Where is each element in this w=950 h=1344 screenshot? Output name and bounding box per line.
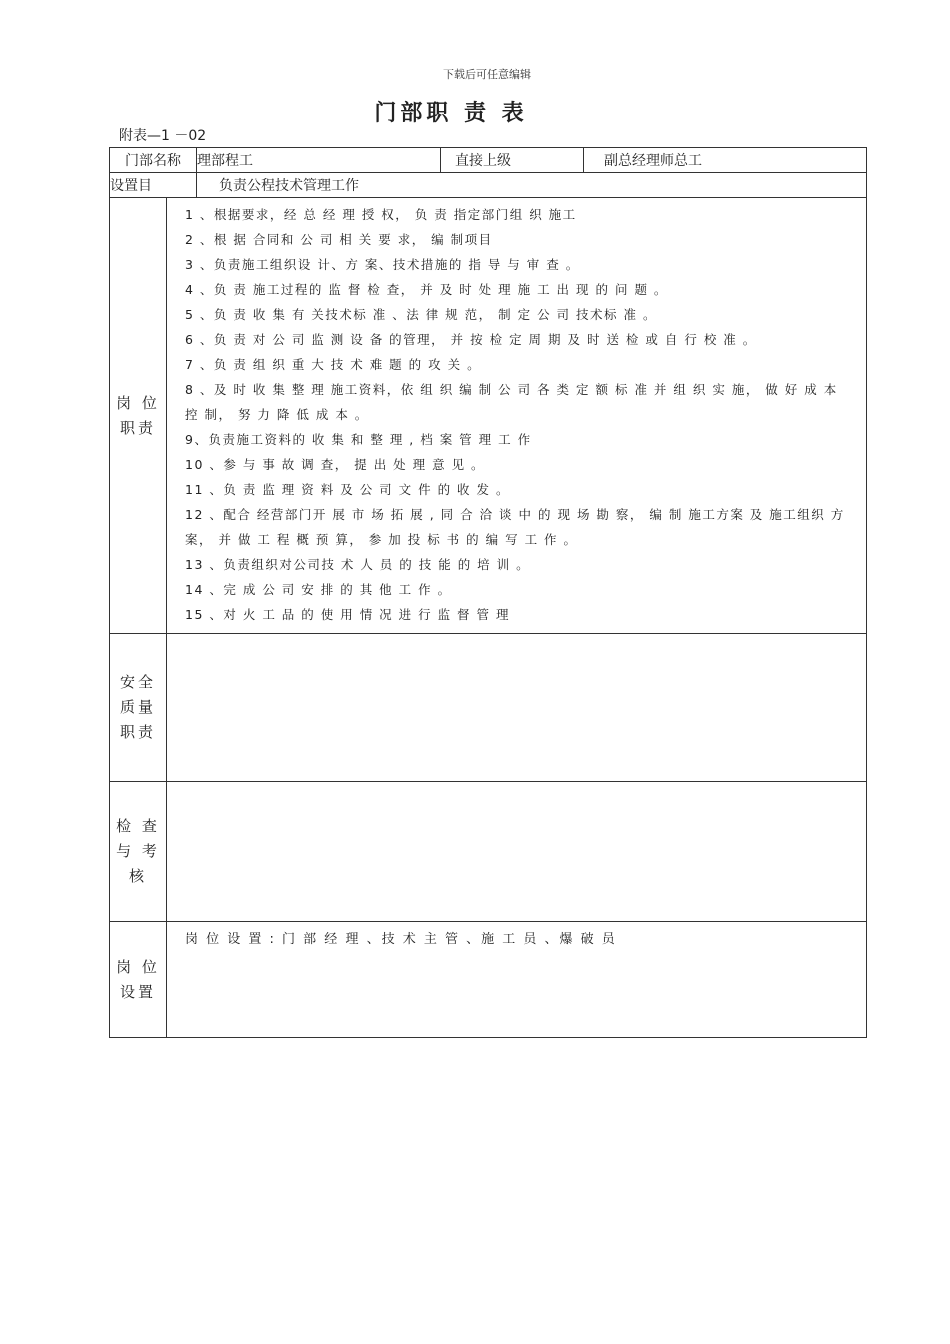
responsibility-table (109, 147, 867, 1038)
duty-item: 5 、负 责 收 集 有 关技术标 准 、法 律 规 范， 制 定 公 司 技术标 准 。 (185, 307, 657, 322)
duty-item: 3 、负责施工组织设 计、方 案、技术措施的 指 导 与 审 查 。 (185, 257, 580, 272)
safety-row (110, 634, 867, 782)
page-title: 门部职 责 表 (374, 101, 528, 126)
safety-content (167, 634, 867, 782)
purpose-label: 设置目 (110, 173, 197, 198)
department-row (110, 148, 867, 173)
inspection-row (110, 782, 867, 922)
duty-item: 15 、对 火 工 品 的 使 用 情 况 进 行 监 督 管 理 (185, 607, 511, 622)
posts-content: 岗 位 设 置 : 门 部 经 理 、技 术 主 管 、施 工 员 、爆 破 员 (167, 922, 867, 1038)
duties-row (110, 198, 867, 634)
duty-item: 12 、配合 经营部门开 展 市 场 拓 展 , 同 合 洽 谈 中 的 现 场 勘 察， 编 制 施工方案 及 施工组织 方 案， 并 做 工 程 概 预 算， 参 加 投 标 书 的 编 写 工 作 。 (185, 507, 845, 547)
department-label: 门部名称 (110, 148, 197, 173)
duty-item: 11 、负 责 监 理 资 料 及 公 司 文 件 的 收 发 。 (185, 482, 511, 497)
duties-content (167, 198, 867, 634)
duty-item: 8 、及 时 收 集 整 理 施工资料，依 组 织 编 制 公 司 各 类 定 额 标 准 并 组 织 实 施， 做 好 成 本 控 制， 努 力 降 低 成 本 。 (185, 382, 838, 422)
duty-item: 13 、负责组织对公司技 术 人 员 的 技 能 的 培 训 。 (185, 557, 531, 572)
duty-item: 2 、根 据 合同和 公 司 相 关 要 求， 编 制项目 (185, 232, 493, 247)
duty-item: 7 、负 责 组 织 重 大 技 术 难 题 的 攻 关 。 (185, 357, 482, 372)
department-value: 理部程工 (197, 148, 441, 173)
duty-item: 6 、负 责 对 公 司 监 测 设 备 的管理， 并 按 检 定 周 期 及 时 送 检 或 自 行 校 准 。 (185, 332, 757, 347)
posts-row (110, 922, 867, 1038)
duty-item: 1 、根据要求，经 总 经 理 授 权， 负 责 指定部门组 织 施工 (185, 207, 577, 222)
safety-label: 安全 质量 职责 (110, 634, 167, 782)
inspection-label: 检 查 与 考 核 (110, 782, 167, 922)
inspection-content (167, 782, 867, 922)
superior-label: 直接上级 (441, 148, 584, 173)
posts-label: 岗 位 设置 (110, 922, 167, 1038)
duties-label: 岗 位 职责 (110, 198, 167, 634)
duty-item: 14 、完 成 公 司 安 排 的 其 他 工 作 。 (185, 582, 452, 597)
purpose-row (110, 173, 867, 198)
purpose-value: 负责公程技术管理工作 (197, 173, 867, 198)
form-number: 附表—1 －02 (119, 128, 207, 144)
download-note: 下载后可任意编辑 (443, 68, 531, 81)
superior-value: 副总经理师总工 (584, 148, 867, 173)
duty-item: 4 、负 责 施工过程的 监 督 检 查， 并 及 时 处 理 施 工 出 现 的 问 题 。 (185, 282, 668, 297)
duty-item: 10 、参 与 事 故 调 查， 提 出 处 理 意 见 。 (185, 457, 486, 472)
duty-item: 9、负责施工资料的 收 集 和 整 理 , 档 案 管 理 工 作 (185, 432, 532, 447)
